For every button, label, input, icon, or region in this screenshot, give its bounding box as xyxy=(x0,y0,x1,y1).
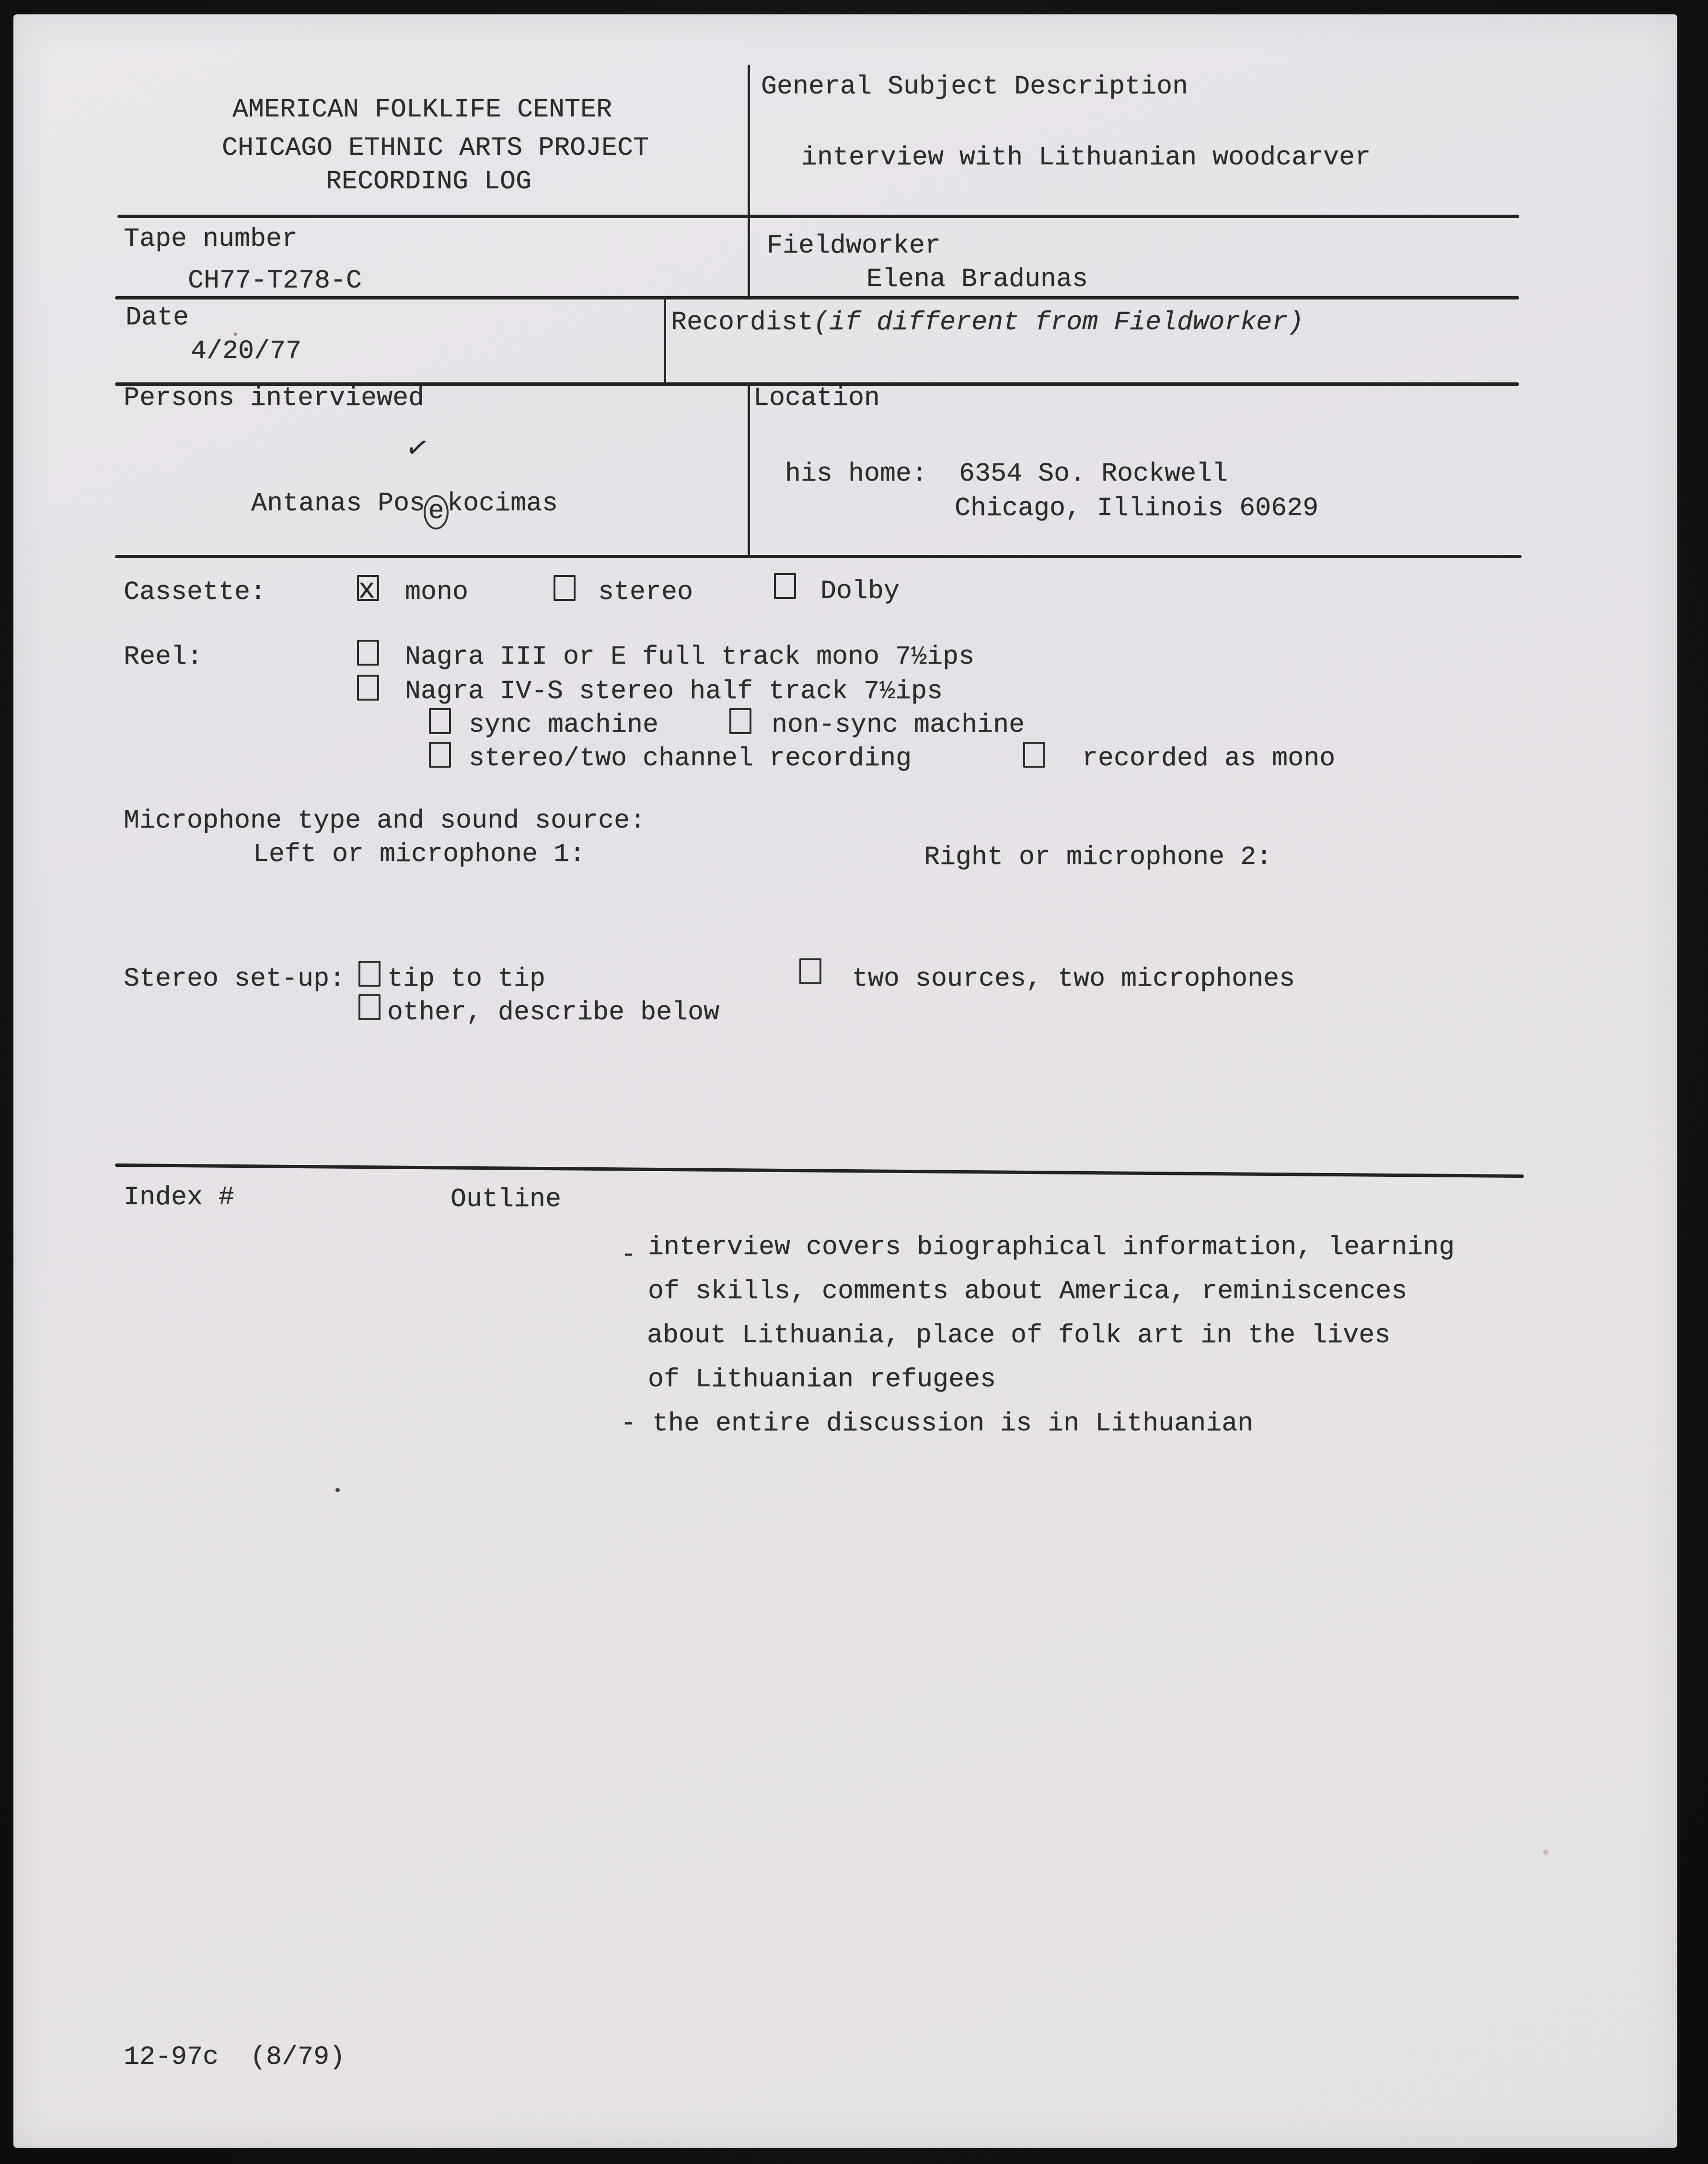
location-line2: Chicago, Illinois 60629 xyxy=(955,493,1319,523)
persons-location-divider xyxy=(748,382,750,556)
microphone-right-label: Right or microphone 2: xyxy=(924,842,1272,872)
index-label: Index # xyxy=(124,1182,235,1212)
outline-bullet1-line4: of Lithuanian refugees xyxy=(648,1364,996,1394)
org-title-line1: AMERICAN FOLKLIFE CENTER xyxy=(232,94,612,125)
fieldworker-value: Elena Bradunas xyxy=(866,264,1088,294)
location-line1: his home: 6354 So. Rockwell xyxy=(785,459,1228,489)
persons-name-pre: Antanas Pos xyxy=(251,488,426,518)
checkbox-tip-to-tip xyxy=(358,961,381,987)
checkbox-stereo-two-channel xyxy=(429,742,451,768)
persons-name-post: imas xyxy=(495,488,558,518)
outline-bullet1-line1: interview covers biographical information, learning xyxy=(648,1232,1455,1262)
persons-name xyxy=(188,429,558,588)
date-recordist-divider xyxy=(664,296,666,383)
cassette-option-dolby-label: Dolby xyxy=(820,576,900,606)
recordist-label-word: Recordist xyxy=(671,307,814,337)
other-describe-label: other, describe below xyxy=(387,997,720,1027)
checkbox-cassette-stereo xyxy=(554,575,576,601)
handwritten-check-mark: ✓ xyxy=(403,429,432,466)
non-sync-machine-label: non-sync machine xyxy=(772,710,1025,740)
cassette-label: Cassette: xyxy=(124,577,266,607)
checkbox-reel-nagra3 xyxy=(357,640,379,666)
outline-bullet2: - the entire discussion is in Lithuanian xyxy=(621,1408,1254,1439)
date-value: 4/20/77 xyxy=(191,336,302,366)
org-title-line2: CHICAGO ETHNIC ARTS PROJECT xyxy=(222,133,649,163)
persons-name-mid: koc xyxy=(447,488,495,518)
scan-speck xyxy=(335,1488,340,1492)
tape-number-value: CH77-T278-C xyxy=(188,265,362,296)
checkbox-non-sync-machine xyxy=(729,708,751,734)
recorded-as-mono-label: recorded as mono xyxy=(1082,743,1336,773)
outline-bullet1-line2: of skills, comments about America, reminiscences xyxy=(648,1276,1408,1306)
recordist-label xyxy=(671,308,1304,337)
header-vertical-divider xyxy=(748,65,750,215)
date-label: Date xyxy=(126,302,189,333)
two-sources-label: two sources, two microphones xyxy=(852,964,1295,994)
checkbox-x-mark: x xyxy=(358,575,375,606)
rule-below-tape-row xyxy=(115,296,1519,299)
form-number-footer: 12-97c (8/79) xyxy=(124,2042,346,2072)
persons-name-circled-letter: e xyxy=(424,495,449,529)
checkbox-other-describe xyxy=(358,994,381,1020)
checkbox-cassette-dolby xyxy=(774,573,796,599)
reel-label: Reel: xyxy=(124,642,203,672)
tape-fieldworker-divider xyxy=(748,215,750,297)
stereo-setup-label: Stereo set-up: xyxy=(124,964,346,994)
checkbox-cassette-mono xyxy=(357,575,379,606)
tip-to-tip-label: tip to tip xyxy=(387,964,546,994)
checkbox-reel-nagra4s xyxy=(357,675,379,701)
location-label: Location xyxy=(753,383,880,413)
org-title-line3: RECORDING LOG xyxy=(326,166,532,196)
microphone-left-label: Left or microphone 1: xyxy=(253,839,586,869)
cassette-option-mono-label: mono xyxy=(405,577,469,607)
checkbox-two-sources xyxy=(799,958,821,984)
sync-machine-label: sync machine xyxy=(469,710,659,740)
reel-row1-label: Nagra III or E full track mono 7½ips xyxy=(405,642,975,672)
reel-row2-label: Nagra IV-S stereo half track 7½ips xyxy=(405,676,943,706)
outline-bullet1-line3: about Lithuania, place of folk art in the lives xyxy=(647,1320,1391,1350)
microphone-section-label: Microphone type and sound source: xyxy=(124,806,646,836)
stereo-two-channel-label: stereo/two channel recording xyxy=(469,743,912,773)
tape-number-label: Tape number xyxy=(124,224,298,254)
scan-speck xyxy=(1543,1850,1548,1855)
subject-label: General Subject Description xyxy=(761,71,1189,102)
scan-speck xyxy=(234,333,237,336)
subject-value: interview with Lithuanian woodcarver xyxy=(801,142,1371,173)
outline-bullet1-dash: - xyxy=(621,1240,637,1270)
recordist-label-note: (if different from Fieldworker) xyxy=(813,307,1304,337)
checkbox-recorded-as-mono xyxy=(1023,742,1045,768)
checkbox-sync-machine xyxy=(429,708,451,734)
rule-below-header xyxy=(117,215,1519,218)
cassette-option-stereo-label: stereo xyxy=(598,577,693,607)
fieldworker-label: Fieldworker xyxy=(767,230,941,261)
persons-interviewed-label: Persons interviewed xyxy=(124,383,425,413)
outline-label: Outline xyxy=(450,1184,562,1214)
